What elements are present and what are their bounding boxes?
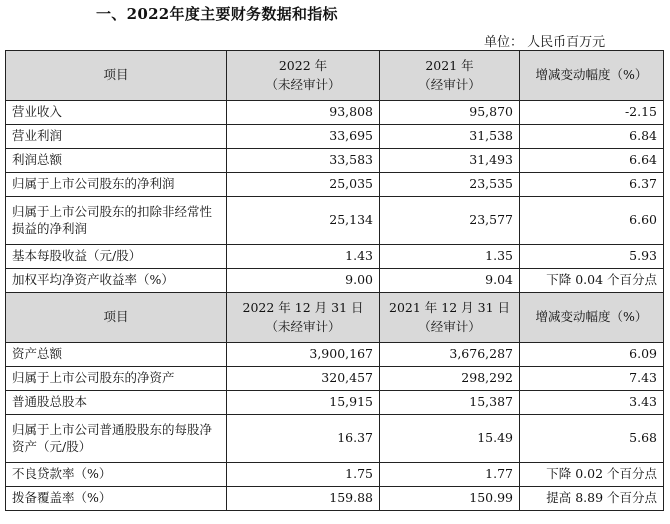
header-2021-date: 2021 年 12 月 31 日 (389, 300, 510, 316)
value-2021: 31,538 (380, 125, 520, 149)
table-row (6, 487, 664, 511)
value-2022: 93,808 (227, 101, 380, 125)
header-2022-audit: （未经审计） (265, 76, 341, 92)
value-2022: 1.43 (227, 245, 380, 269)
value-2022: 16.37 (227, 415, 380, 463)
table-row (6, 125, 664, 149)
value-2022: 33,695 (227, 125, 380, 149)
value-2021: 298,292 (380, 367, 520, 391)
value-2021: 23,535 (380, 173, 520, 197)
value-change: 5.68 (520, 415, 664, 463)
table-row (6, 197, 664, 245)
value-change: -2.15 (520, 101, 664, 125)
value-2022: 320,457 (227, 367, 380, 391)
row-label: 普通股总股本 (6, 391, 227, 415)
header-2021-year-end (380, 293, 520, 343)
row-label: 基本每股收益（元/股） (6, 245, 227, 269)
row-label: 归属于上市公司股东的净利润 (6, 173, 227, 197)
row-label: 归属于上市公司普通股股东的每股净资产（元/股） (6, 415, 227, 463)
value-change: 下降 0.04 个百分点 (520, 269, 664, 293)
header-2021-audit: （经审计） (418, 318, 481, 334)
table-row (6, 173, 664, 197)
value-2022: 3,900,167 (227, 343, 380, 367)
table-row (6, 463, 664, 487)
value-2021: 3,676,287 (380, 343, 520, 367)
value-2022: 15,915 (227, 391, 380, 415)
table-row (6, 343, 664, 367)
value-2021: 15,387 (380, 391, 520, 415)
value-change: 下降 0.02 个百分点 (520, 463, 664, 487)
header-item: 项目 (6, 51, 227, 101)
value-2021: 1.35 (380, 245, 520, 269)
value-2022: 9.00 (227, 269, 380, 293)
row-label: 不良贷款率（%） (6, 463, 227, 487)
section-title: 一、2022年度主要财务数据和指标 (96, 5, 338, 23)
value-change: 7.43 (520, 367, 664, 391)
value-2022: 159.88 (227, 487, 380, 511)
table-row (6, 415, 664, 463)
header-2022 (227, 51, 380, 101)
value-change: 5.93 (520, 245, 664, 269)
header-2022-date: 2022 年 12 月 31 日 (242, 300, 364, 316)
value-change: 6.60 (520, 197, 664, 245)
value-2021: 31,493 (380, 149, 520, 173)
table-row (6, 149, 664, 173)
row-label: 加权平均净资产收益率（%） (6, 269, 227, 293)
header-2021-audit: （经审计） (418, 76, 481, 92)
value-2022: 33,583 (227, 149, 380, 173)
header-2022-year: 2022 年 (278, 58, 328, 74)
row-label: 归属于上市公司股东的扣除非经常性损益的净利润 (6, 197, 227, 245)
row-label: 资产总额 (6, 343, 227, 367)
value-2022: 25,134 (227, 197, 380, 245)
header-2021-year: 2021 年 (425, 58, 474, 74)
value-2021: 1.77 (380, 463, 520, 487)
table-row (6, 269, 664, 293)
header-2022-audit: （未经审计） (265, 318, 341, 334)
row-label: 拨备覆盖率（%） (6, 487, 227, 511)
row-label: 利润总额 (6, 149, 227, 173)
value-2021: 9.04 (380, 269, 520, 293)
table-row (6, 367, 664, 391)
table-header-row (6, 293, 664, 343)
value-change: 6.64 (520, 149, 664, 173)
header-2022-year-end (227, 293, 380, 343)
table-row (6, 101, 664, 125)
value-change: 6.09 (520, 343, 664, 367)
value-2021: 95,870 (380, 101, 520, 125)
value-change: 6.84 (520, 125, 664, 149)
value-2022: 25,035 (227, 173, 380, 197)
row-label: 营业利润 (6, 125, 227, 149)
table-row (6, 245, 664, 269)
row-label: 归属于上市公司股东的净资产 (6, 367, 227, 391)
header-change: 增减变动幅度（%） (520, 293, 664, 343)
value-change: 提高 8.89 个百分点 (520, 487, 664, 511)
header-item: 项目 (6, 293, 227, 343)
unit-note: 单位： 人民币百万元 (484, 35, 606, 50)
value-2022: 1.75 (227, 463, 380, 487)
value-change: 6.37 (520, 173, 664, 197)
table-header-row (6, 51, 664, 101)
value-2021: 15.49 (380, 415, 520, 463)
value-2021: 150.99 (380, 487, 520, 511)
header-change: 增减变动幅度（%） (520, 51, 664, 101)
financial-table (5, 50, 664, 511)
table-row (6, 391, 664, 415)
header-2021 (380, 51, 520, 101)
value-2021: 23,577 (380, 197, 520, 245)
value-change: 3.43 (520, 391, 664, 415)
row-label: 营业收入 (6, 101, 227, 125)
